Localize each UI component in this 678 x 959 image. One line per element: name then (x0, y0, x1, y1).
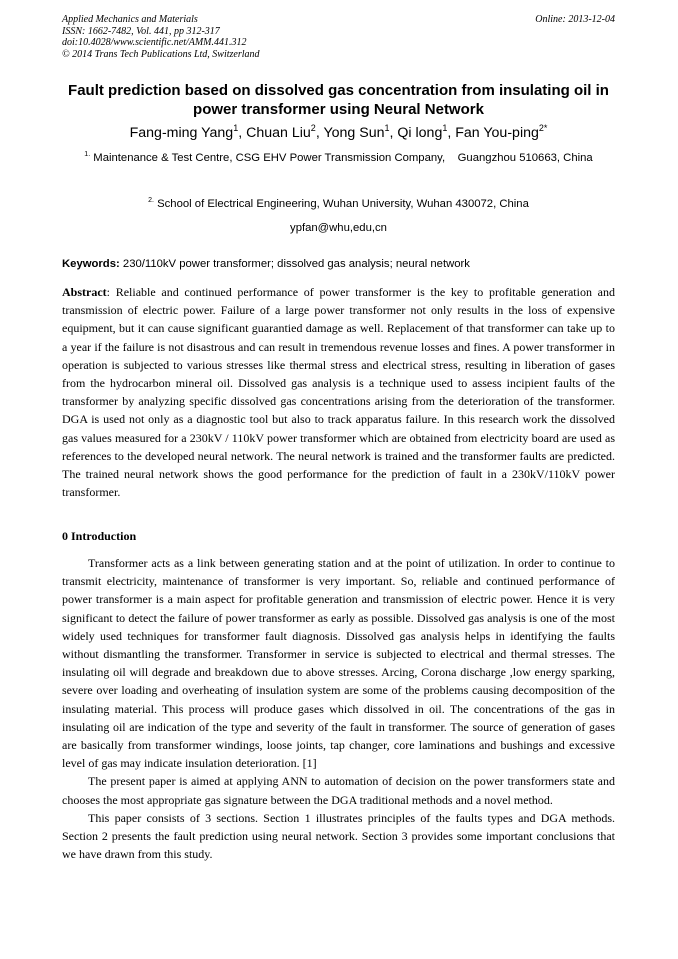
section-title: 0 Introduction (62, 529, 137, 543)
abstract (62, 283, 615, 501)
keywords (62, 258, 615, 270)
online-date: Online: 2013-12-04 (535, 14, 615, 25)
author-name: Qi long (397, 125, 443, 141)
paragraph: Transformer acts as a link between generating station and at the point of utilization. In order to continue to transmit electricity, maintenance of transformer is very important. So, reliable and continued performance of power transformer is a main aspect for profitable generation and transmission of electric power. Hence it is very significant to detect the failure of power transformer as early as possible. Dissolved gas analysis is one of the most widely used techniques for transformer fault diagnosis. Dissolved gas analysis helps in identifying the faults without dismantling the transformer. Transformer in service is subjected to electrical and thermal stresses. The insulating oil will degrade and breakdown due to above stresses. Arcing, Corona discharge ,low energy sparking, severe over loading and overheating of insulation system are some of the problems causing decomposition of the insulating material. This process will produce gases which dissolved in oil. The concentrations of the gas in insulating oil are indication of the type and severity of the fault in transformer. The source of generation of gases are basically from transformer windings, loose joints, tap changer, core laminations and bushings and excessive level of gas may indicate insulation deterioration. [1] (62, 556, 615, 771)
journal-name: Applied Mechanics and Materials (62, 14, 198, 25)
author-affiliation-mark: 2* (538, 123, 548, 133)
affiliation-2 (62, 194, 615, 214)
author-affiliation-mark: 1 (442, 123, 448, 133)
author-affiliation-mark: 2 (310, 123, 316, 133)
paper-title: Fault prediction based on dissolved gas concentration from insulating oil in power transformer using Neural Network (68, 82, 609, 118)
copyright-line: © 2014 Trans Tech Publications Ltd, Switzerland (62, 48, 260, 60)
author-list: Fang-ming Yang$^1$, Chuan Liu$^2$, Yong Sun$^1$, Qi long$^1$, Fan You-ping$^{2*}$ (129, 123, 548, 141)
paragraph: This paper consists of 3 sections. Section 1 illustrates principles of the faults types and DGA methods. Section 2 presents the fault prediction using neural network. Section 3 provides some important conclusions that we have drawn from this study. (62, 810, 615, 862)
author-name: Fang-ming Yang (129, 125, 234, 141)
issn-line: ISSN: 1662-7482, Vol. 441, pp 312-317 (62, 25, 220, 37)
author-affiliation-mark: 1 (384, 123, 390, 133)
abstract-text: : Reliable and continued performance of power transformer is the key to profitable generation and transmission of electric power. Failure of a large power transformer not only results in the loss of expensive equipment, but it can cause significant guarantied damage as well. Replacement of that transformer can take up to a year if the failure is not disastrous and can result in tremendous revenue losses and fines. A power transformer in operation is subjected to various stresses like thermal stress and electrical stress, resulting in liberation of gases from the hydrocarbon mineral oil. Dissolved gas analysis is a technique used to assess incipient faults of the transformer by analyzing specific dissolved gas concentrations arising from the deterioration of the transformer. DGA is used not only as a diagnostic tool but also to track apparatus failure. In this research work the dissolved gas values measured for a 230kV / 110kV power transformer which are obtained from electricity board are used as references to the developed neural network. The neural network is trained and the transformer faults are predicted. The trained neural network shows the good performance for the prediction of fault in a 230kV/110kV power transformer. (62, 285, 615, 500)
author-name: Yong Sun (323, 125, 385, 141)
introduction-body (62, 554, 615, 863)
contact-email: ypfan@whu,edu,cn (290, 222, 387, 234)
author-name: Chuan Liu (246, 125, 311, 141)
abstract-label: Abstract (62, 285, 107, 299)
keywords-label: Keywords: (62, 258, 120, 270)
author-name: Fan You-ping (455, 125, 539, 141)
affiliation-text: School of Electrical Engineering, Wuhan University, Wuhan 430072, China (157, 198, 529, 210)
paragraph: The present paper is aimed at applying ANN to automation of decision on the power transformers state and chooses the most appropriate gas signature between the DGA traditional methods and a novel method. (62, 774, 615, 807)
author-affiliation-mark: 1 (233, 123, 239, 133)
journal-header (62, 14, 615, 60)
affiliation-mark: 1. (84, 151, 91, 158)
keywords-text: 230/110kV power transformer; dissolved gas analysis; neural network (122, 258, 470, 270)
affiliation-text: Maintenance & Test Centre, CSG EHV Power Transmission Company, Guangzhou 510663, China (93, 152, 593, 164)
affiliation-mark: 2. (148, 197, 154, 204)
affiliation-1 (62, 148, 615, 168)
doi-line: doi:10.4028/www.scientific.net/AMM.441.312 (62, 37, 247, 49)
